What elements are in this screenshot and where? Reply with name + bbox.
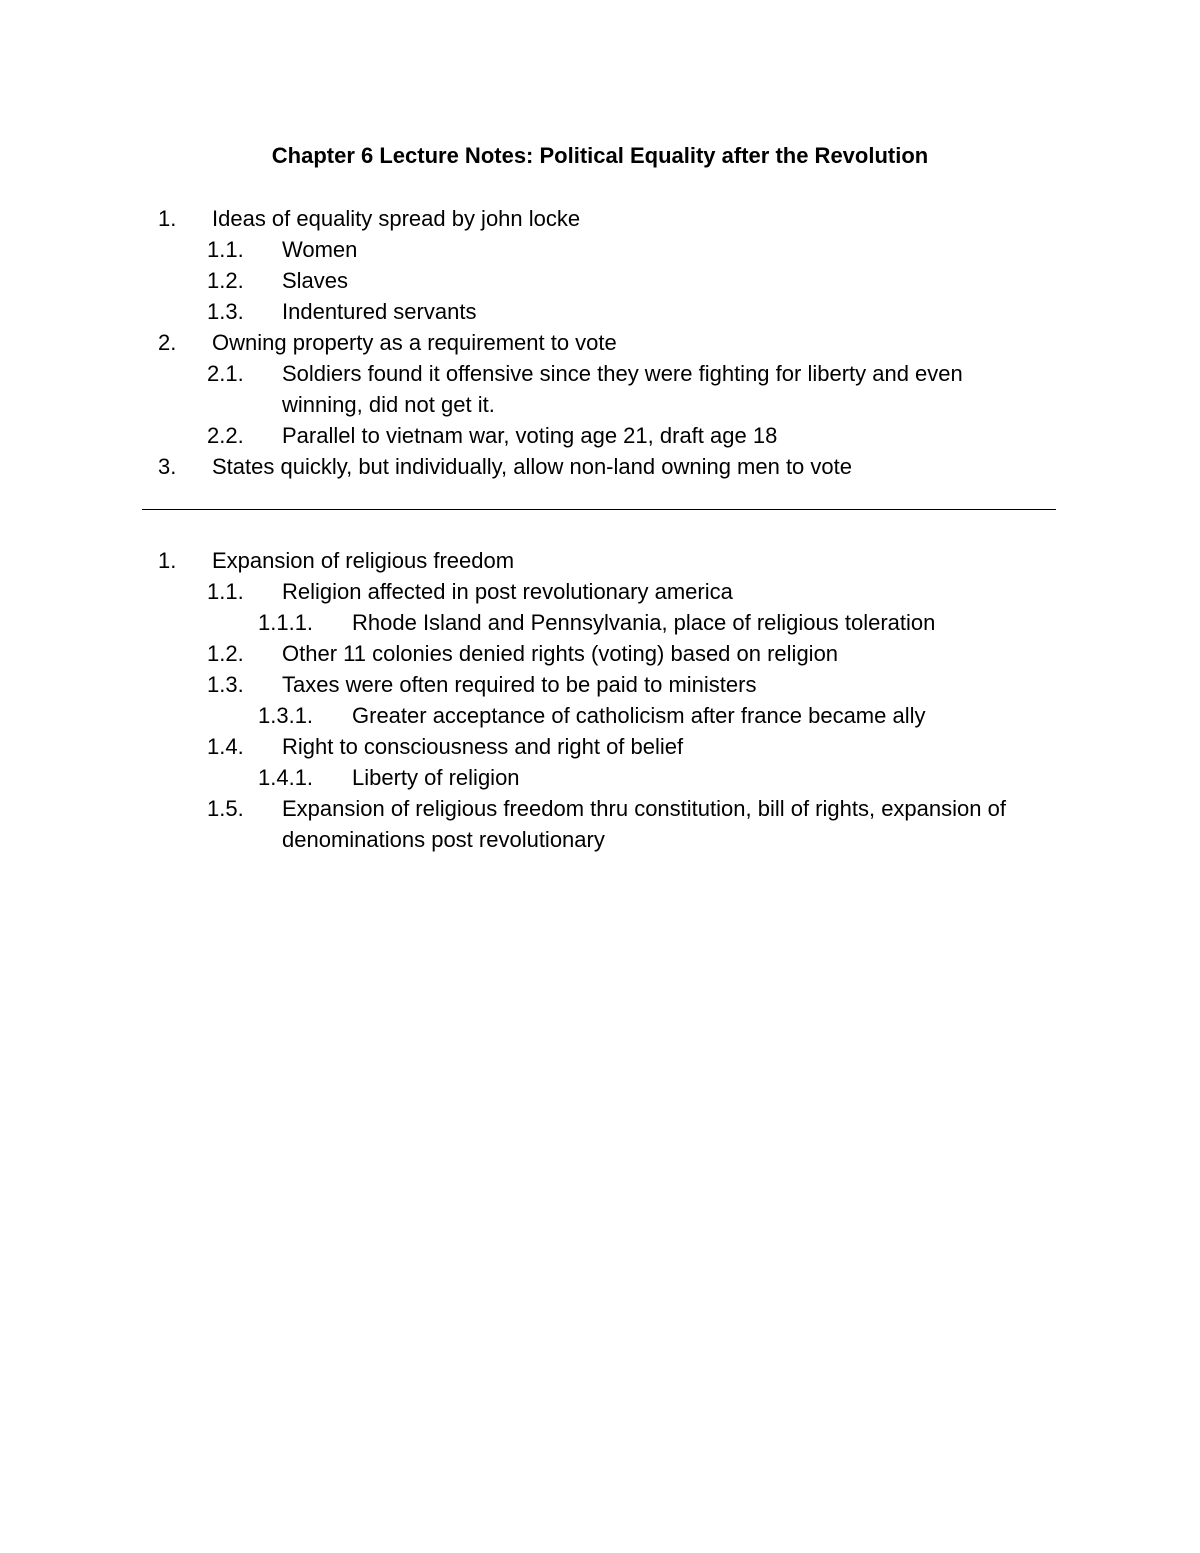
- item-number: 1.5.: [207, 796, 244, 821]
- item-number: 2.: [158, 330, 177, 355]
- section-divider: [142, 509, 1056, 510]
- item-number: 2.1.: [207, 361, 244, 386]
- list-item: [0, 234, 1200, 265]
- item-number: 1.: [158, 548, 177, 573]
- list-item: [0, 545, 1200, 576]
- item-number: 1.4.1.: [258, 765, 314, 790]
- outline-section-religion: [0, 545, 1200, 855]
- list-item: [0, 607, 1200, 638]
- item-text: Indentured servants: [282, 299, 477, 324]
- outline-section-equality: [0, 203, 1200, 482]
- list-item: [0, 296, 1200, 327]
- list-item: [0, 669, 1200, 700]
- item-number: 1.1.1.: [258, 610, 314, 635]
- item-text: Greater acceptance of catholicism after france became ally: [352, 703, 926, 728]
- item-text: Religion affected in post revolutionary america: [282, 579, 733, 604]
- item-text: Right to consciousness and right of belief: [282, 734, 684, 759]
- item-number: 2.2.: [207, 423, 244, 448]
- item-number: 1.4.: [207, 734, 244, 759]
- list-item: [0, 731, 1200, 762]
- item-text: Parallel to vietnam war, voting age 21, draft age 18: [282, 423, 778, 448]
- item-number: 1.3.: [207, 299, 244, 324]
- list-item: [0, 265, 1200, 296]
- list-item: [0, 793, 1200, 855]
- item-number: 1.2.: [207, 268, 244, 293]
- item-text: Owning property as a requirement to vote: [212, 330, 617, 355]
- item-text: Other 11 colonies denied rights (voting) based on religion: [282, 641, 839, 666]
- item-number: 1.1.: [207, 237, 244, 262]
- item-number: 1.2.: [207, 641, 244, 666]
- item-number: 1.: [158, 206, 177, 231]
- item-number: 3.: [158, 454, 177, 479]
- item-text: Taxes were often required to be paid to ministers: [282, 672, 757, 697]
- item-text: Women: [282, 237, 358, 262]
- list-item: [0, 762, 1200, 793]
- item-text: Expansion of religious freedom: [212, 548, 515, 573]
- list-item: [0, 203, 1200, 234]
- item-text: States quickly, but individually, allow non-land owning men to vote: [212, 454, 852, 479]
- list-item: [0, 576, 1200, 607]
- list-item: [0, 358, 1200, 420]
- document-title: Chapter 6 Lecture Notes: Political Equality after the Revolution: [271, 143, 929, 168]
- item-text: Rhode Island and Pennsylvania, place of religious toleration: [352, 610, 936, 635]
- item-text: Liberty of religion: [352, 765, 520, 790]
- item-text: Expansion of religious freedom thru constitution, bill of rights, expansion of denominations post revolutionary: [282, 796, 1006, 852]
- item-number: 1.3.1.: [258, 703, 314, 728]
- item-number: 1.1.: [207, 579, 244, 604]
- item-text: Soldiers found it offensive since they were fighting for liberty and even winning, did not get it.: [282, 361, 963, 417]
- list-item: [0, 420, 1200, 451]
- list-item: [0, 451, 1200, 482]
- item-number: 1.3.: [207, 672, 244, 697]
- list-item: [0, 638, 1200, 669]
- list-item: [0, 327, 1200, 358]
- item-text: Ideas of equality spread by john locke: [212, 206, 581, 231]
- list-item: [0, 700, 1200, 731]
- item-text: Slaves: [282, 268, 349, 293]
